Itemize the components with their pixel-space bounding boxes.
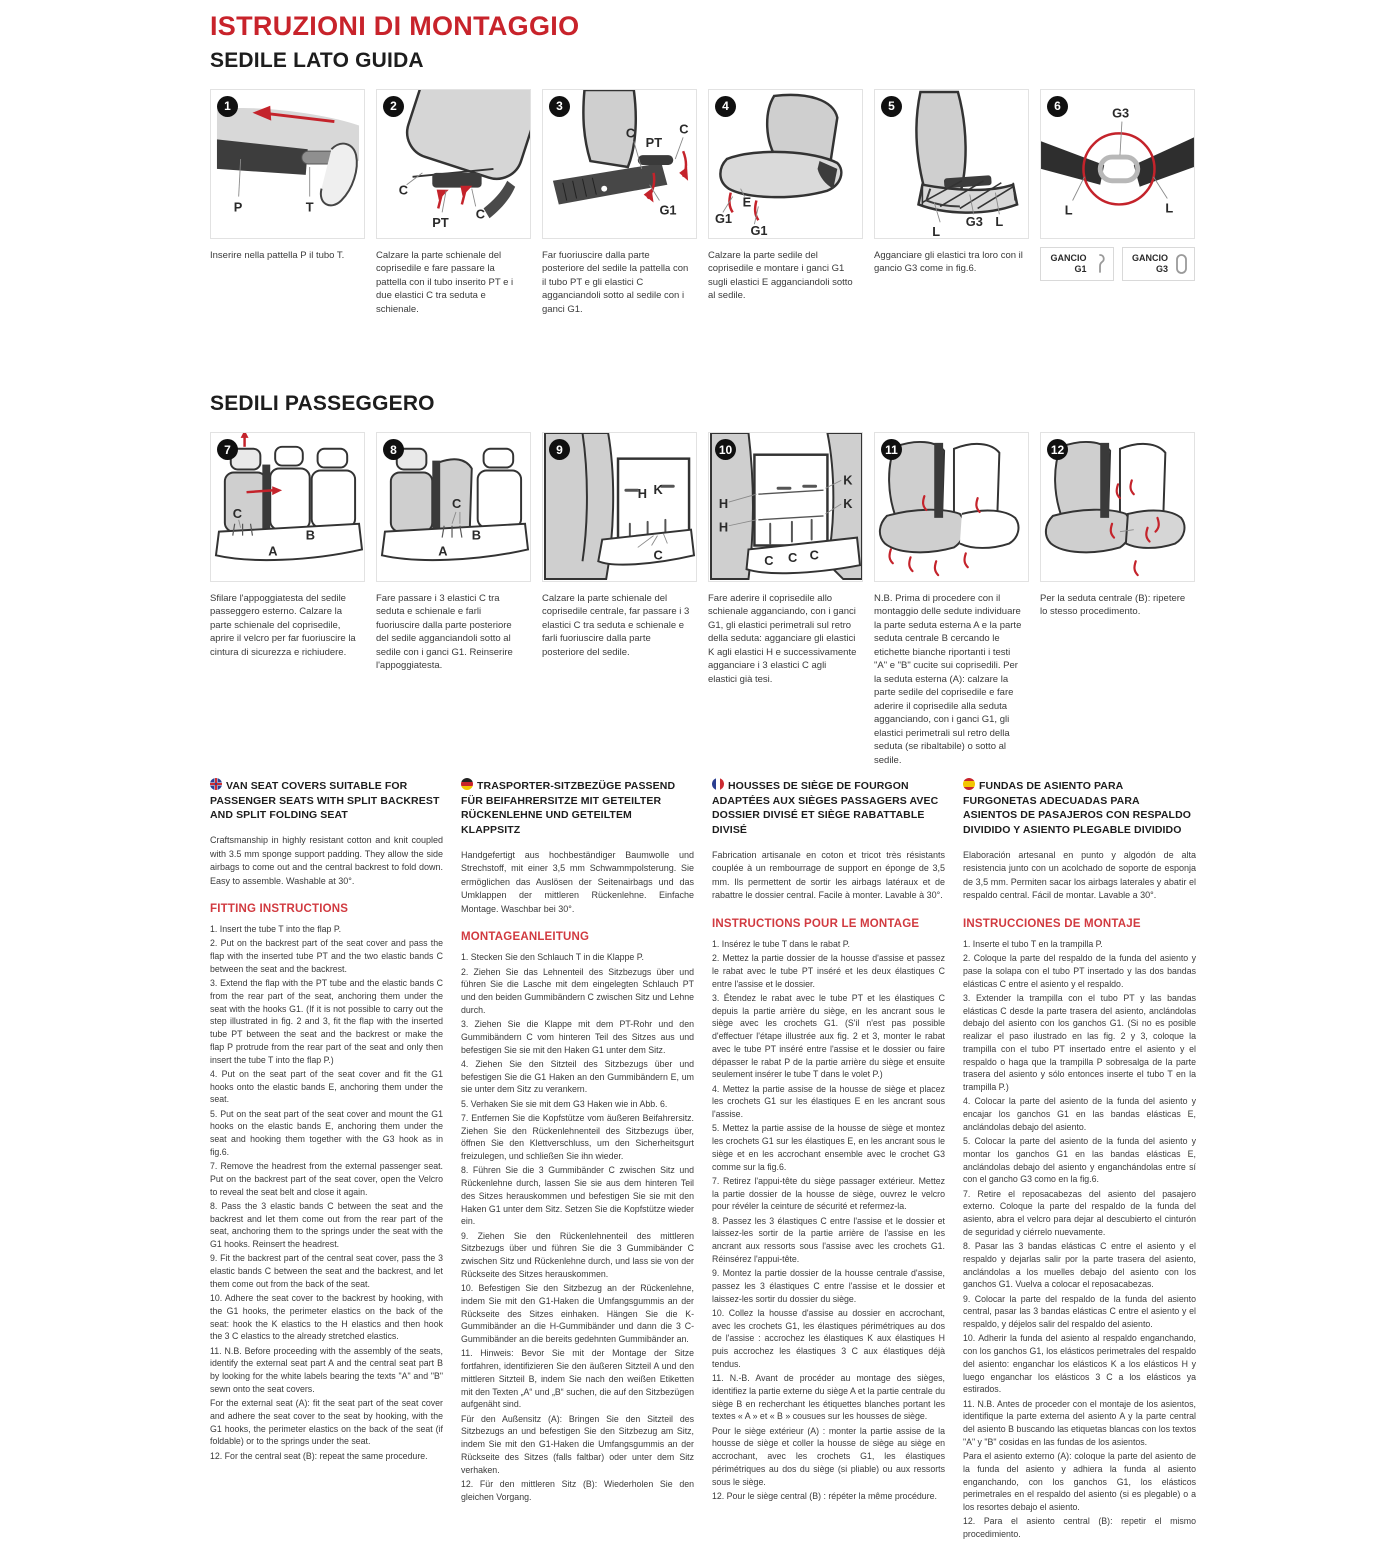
figure-7 xyxy=(210,432,365,767)
svg-text:G1: G1 xyxy=(750,222,768,238)
gancio-g3-box xyxy=(1122,247,1196,281)
svg-text:K: K xyxy=(843,472,853,488)
instruction-step: 2. Mettez la partie dossier de la housse d'assise et passez le rabat avec le tube PT inséré et les deux élastiques C entre l'assise et le dossier. xyxy=(712,953,945,989)
figure-11-caption: N.B. Prima di procedere con il montaggio delle sedute individuare la parte seduta esterna A e la parte seduta centrale B cercando le etichette bianche riportanti i testi "A" e "B" cucite sui coprisedili. Per la seduta esterna (A): calzare la parte sedile del coprisedile e fare aderire il coprisedile alla seduta agganciando, con i ganci G1, gli elastici perimetrali sul retro della seduta (se ribaltabile) o sotto al sedile. xyxy=(874,593,1022,766)
instruction-step: 10. Befestigen Sie den Sitzbezug an der Rückenlehne, indem Sie mit den G1-Haken die Umfangsgummis an der Rückseite des Sitzes einhaken. Hängen Sie die K-Gummibänder an die H-Gummibänder und dann die 3 C-Gummibänder an die bereits gedehnten Gummibänder an. xyxy=(461,1283,694,1344)
svg-text:C: C xyxy=(764,553,774,569)
column-german-instructions-title: MONTAGEANLEITUNG xyxy=(461,931,590,944)
instruction-step: 1. Insert the tube T into the flap P. xyxy=(210,924,342,935)
column-french-intro: Fabrication artisanale en coton et tricot très résistants couplée à un rembourrage de support en éponge de 3,5 mm. Ils permettent de sortir les airbags latéraux et de rabattre le dossier central. Facile à monter. Lavable à 30°. xyxy=(712,849,945,901)
svg-text:H: H xyxy=(718,519,729,535)
instruction-step: 7. Retire el reposacabezas del asiento del pasajero externo. Coloque la parte del respaldo de la funda del asiento, abra el velcro para dejar al descubierto el cinturón de seguridad y ciérrelo nuevamente. xyxy=(963,1188,1196,1237)
column-spanish-instructions-title: INSTRUCCIONES DE MONTAJE xyxy=(963,917,1141,930)
figure-row-1 xyxy=(210,89,1195,316)
instruction-step: 10. Adherir la funda del asiento al respaldo enganchando, con los ganchos G1, los elásticos perimetrales del respaldo del asiento: enganchar los elásticos K a los elásticos H y luego enganchar los elásticos 3 C a los elásticos ya estirados. xyxy=(963,1333,1196,1395)
figure-4 xyxy=(708,89,863,316)
figure-10 xyxy=(708,432,863,767)
instruction-step: 5. Put on the seat part of the seat cover and mount the G1 hooks on the elastic bands E, anchoring them under the seat and hooking them together with the G3 hook as in fig.6. xyxy=(210,1108,443,1157)
column-spanish xyxy=(963,778,1196,1542)
g1-hook-icon xyxy=(1093,253,1107,275)
instruction-step: 9. Colocar la parte del respaldo de la funda del asiento central, pasar las 3 bandas elásticas C entre el asiento y el respaldo, y déjelos salir del respaldo del asiento. xyxy=(963,1293,1196,1329)
figure-8-caption: Fare passare i 3 elastici C tra seduta e schienale e farli fuoriuscire dalla parte posteriore del sedile agganciandoli sotto al sedile con i ganci G1. Reinserire l'appoggiatesta. xyxy=(376,593,513,672)
figure-number-badge: 6 xyxy=(1047,96,1068,117)
column-german-header: TRASPORTER-SITZBEZÜGE PASSEND FÜR BEIFAHRERSITZE MIT GETEILTER RÜCKENLEHNE UND GETEILTEM KLAPPSITZ xyxy=(461,780,676,837)
instruction-step: 11. N.B. Before proceeding with the assembly of the seats, identify the external seat part A and the central seat part B by looking for the white labels bearing the texts "A" and "B" sewn onto the seat covers. xyxy=(210,1345,443,1394)
svg-text:C: C xyxy=(679,121,689,137)
instruction-step: 11. N.-B. Avant de procéder au montage des sièges, identifiez la partie externe du siège A et la partie centrale du siège B en recherchant les étiquettes blanches portant les textes « A » et « B » cousues sur les housses de siège. xyxy=(712,1373,945,1422)
figure-number-badge: 12 xyxy=(1047,439,1068,460)
svg-text:L: L xyxy=(995,213,1004,229)
instruction-step: 2. Ziehen Sie das Lehnenteil des Sitzbezugs über und führen Sie die Lasche mit dem eingelegten Schlauch PT und den beiden Gummibändern C zwischen Sitz und Lehne durch. xyxy=(461,966,694,1015)
instruction-step: 3. Étendez le rabat avec le tube PT et les élastiques C depuis la partie arrière du siège, en les ancrant sous le siège avec les crochets G1. (S'il n'est pas possible d'effectuer l'étape illustrée aux fig. 2 et 3, monter le rabat avec le tube PT inséré entre l'assise et le dossier ou faire dépasser le rabat P de la partie arrière du siège et ensuite seulement insérer le tube T dans le volet P.) xyxy=(712,992,945,1080)
instruction-step: 9. Ziehen Sie den Rückenlehnenteil des mittleren Sitzbezugs über und führen Sie die 3 Gummibänder C zwischen Sitz und Rückenlehne durch, und lass sie von der Rückseite des Sitzes herauskommen. xyxy=(461,1230,694,1279)
figure-5 xyxy=(874,89,1029,316)
figure-3 xyxy=(542,89,697,316)
column-french-instructions-title: INSTRUCTIONS POUR LE MONTAGE xyxy=(712,917,920,930)
instruction-step: 3. Extender la trampilla con el tubo PT y las bandas elásticas C desde la parte trasera del asiento, anclándolas debajo del asiento con los ganchos G1. (Si no es posible realizar el paso ilustrado en las fig. 2 y 3, coloque la trampilla con el tubo PT insertado entre el asiento y el respaldo o haga que la trampilla P sobresalga de la parte trasera del asiento y sólo entonces inserte el tubo T en la trampilla P.) xyxy=(963,992,1196,1092)
instruction-step: 7. Entfernen Sie die Kopfstütze vom äußeren Beifahrersitz. Ziehen Sie den Rückenlehnenteil des Sitzbezugs über, öffnen Sie den Klettverschluss, um den Sicherheitsgurt freizulegen, und schließen Sie ihn wieder. xyxy=(461,1112,694,1161)
svg-text:C: C xyxy=(232,505,243,521)
instruction-step: 1. Stecken Sie den Schlauch T in die Klappe P. xyxy=(461,952,644,963)
instruction-step: 10. Collez la housse d'assise au dossier en accrochant, avec les crochets G1, les élastiques périmétriques au dos de l'assise : accrochez les élastiques K aux élastiques H puis accrochez les élastiques 3 C aux élastiques déjà tendus. xyxy=(712,1307,945,1369)
instruction-step: 4. Mettez la partie assise de la housse de siège et placez les crochets G1 sur les élastiques E en les ancrant sous l'assise. xyxy=(712,1083,945,1119)
svg-text:E: E xyxy=(742,194,752,210)
driver-seat-section xyxy=(210,12,1195,316)
figure-9 xyxy=(542,432,697,767)
figure-number-badge: 11 xyxy=(881,439,902,460)
instruction-step: 4. Ziehen Sie den Sitzteil des Sitzbezugs über und befestigen Sie die G1 Haken an den Gummibändern E, um sie unter dem Sitz zu verankern. xyxy=(461,1058,694,1095)
column-english-header: VAN SEAT COVERS SUITABLE FOR PASSENGER SEATS WITH SPLIT BACKREST AND SPLIT FOLDING SEAT xyxy=(210,780,440,822)
instruction-step: 7. Remove the headrest from the external passenger seat. Put on the backrest part of the seat cover, open the Velcro to reveal the seat belt and close it again. xyxy=(210,1161,443,1197)
svg-text:C: C xyxy=(452,495,462,511)
figure-9-caption: Calzare la parte schienale del coprisedile centrale, far passare i 3 elastici C tra seduta e schienale e farli fuoriuscire dalla parte posteriore del sedile. xyxy=(542,593,690,658)
language-columns xyxy=(210,778,1195,1542)
figure-number-badge: 8 xyxy=(383,439,404,460)
passenger-seats-section xyxy=(210,392,1195,767)
figure-6 xyxy=(1040,89,1195,316)
column-english-instructions-title: FITTING INSTRUCTIONS xyxy=(210,903,349,916)
instruction-step: 1. Insérez le tube T dans le rabat P. xyxy=(712,938,850,949)
svg-text:B: B xyxy=(305,527,316,543)
instruction-step: 7. Retirez l'appui-tête du siège passager extérieur. Mettez la partie dossier de la housse de siège, ouvrez le velcro pour révéler la ceinture de sécurité et refermez-la. xyxy=(712,1175,945,1212)
figure-12-caption: Per la seduta centrale (B): ripetere lo stesso procedimento. xyxy=(1040,593,1186,618)
instruction-step: 12. Para el asiento central (B): repetir el mismo procedimiento. xyxy=(963,1516,1196,1539)
column-french-header: HOUSSES DE SIÈGE DE FOURGON ADAPTÉES AUX SIÈGES PASSAGERS AVEC DOSSIER DIVISÉ ET SIÈGE RABATTABLE DIVISÉ xyxy=(712,780,939,837)
column-spanish-intro: Elaboración artesanal en punto y algodón de alta resistencia junto con un acolchado de soporte de esponja de 3,5 mm. Permiten sacar los airbags laterales y abatir el respaldo central. Fácil de montar. Lavable a 30°. xyxy=(963,849,1196,901)
svg-text:L: L xyxy=(1064,202,1073,218)
figure-5-caption: Agganciare gli elastici tra loro con il gancio G3 come in fig.6. xyxy=(874,249,1023,275)
figure-10-diagram xyxy=(708,432,863,582)
svg-text:L: L xyxy=(932,223,941,238)
instruction-step: 9. Fit the backrest part of the central seat cover, pass the 3 elastic bands C between the seat and the backrest, and let them come out from the back of the seat. xyxy=(210,1253,443,1289)
svg-text:C: C xyxy=(653,547,663,563)
figure-7-diagram xyxy=(210,432,365,582)
figure-12-diagram xyxy=(1040,432,1195,582)
instruction-step: For the external seat (A): fit the seat part of the seat cover and adhere the seat cover to the seat by hooking, with the G1 hooks, the perimeter elastics on the back of the seat (if foldable) or to the springs under the seat. xyxy=(210,1398,443,1447)
instruction-step: 3. Ziehen Sie die Klappe mit dem PT-Rohr und den Gummibändern C vom hinteren Teil des Sitzes aus und befestigen Sie sie mit den Haken G1 unter dem Sitz. xyxy=(461,1019,694,1055)
instruction-step: Para el asiento externo (A): coloque la parte del asiento de la funda del asiento y adhiera la funda al asiento enganchando, con los ganchos G1, los elásticos perimetrales en el respaldo del asiento (si es plegable) o a los resortes debajo el asiento. xyxy=(963,1451,1196,1512)
svg-text:PT: PT xyxy=(645,134,663,150)
svg-text:P: P xyxy=(233,199,243,215)
figure-3-diagram xyxy=(542,89,697,239)
figure-1-caption: Inserire nella pattella P il tubo T. xyxy=(210,249,345,261)
instruction-step: 2. Put on the backrest part of the seat cover and pass the flap with the inserted tube PT and the two elastic bands C between the seat and the backrest. xyxy=(210,938,443,974)
column-english-intro: Craftsmanship in highly resistant cotton and knit coupled with 3.5 mm sponge support padding. They allow the side airbags to come out and the central backrest to fold down. Easy to assemble. Washable at 30°. xyxy=(210,835,443,886)
svg-text:C: C xyxy=(809,547,819,563)
section2-title: SEDILI PASSEGGERO xyxy=(210,392,435,415)
column-german xyxy=(461,778,694,1542)
column-spanish-header: FUNDAS DE ASIENTO PARA FURGONETAS ADECUADAS PARA ASIENTOS DE PASAJEROS CON RESPALDO DIVIDIDO Y ASIENTO PLEGABLE DIVIDIDO xyxy=(963,780,1192,837)
figure-4-caption: Calzare la parte sedile del coprisedile e montare i ganci G1 sugli elastici E agganciandoli sotto al sedile. xyxy=(708,249,853,302)
svg-text:A: A xyxy=(268,543,278,559)
svg-text:L: L xyxy=(1165,200,1174,216)
instruction-step: 2. Coloque la parte del respaldo de la funda del asiento y pase la solapa con el tubo PT insertado y las dos bandas elásticas C entre el asiento y el respaldo. xyxy=(963,953,1196,989)
svg-text:H: H xyxy=(718,495,729,511)
instruction-step: 8. Führen Sie die 3 Gummibänder C zwischen Sitz und Rückenlehne durch, lassen Sie sie aus dem hinteren Teil des Sitzes herauskommen und befestigen Sie sie mit den Haken G1 unter dem Sitz. Setzen Sie die Kopfstütze wieder ein. xyxy=(461,1165,694,1227)
column-german-intro: Handgefertigt aus hochbeständiger Baumwolle und Strechstoff, mit einer 3,5 mm Schwammpolsterung. Sie ermöglichen das Auslösen der Seitenairbags und das Umklappen der mittleren Rückenlehne. Einfache Montage. Waschbar bei 30°. xyxy=(461,849,694,914)
instruction-step: 12. Für den mittleren Sitz (B): Wiederholen Sie den gleichen Vorgang. xyxy=(461,1478,694,1502)
uk-flag-icon xyxy=(210,778,222,790)
instruction-step: 3. Extend the flap with the PT tube and the elastic bands C from the rear part of the seat, anchoring them under the seat with the hooks G1. (If it is not possible to carry out the step illustrated in fig. 2 and 3, fit the flap with the inserted tube PT between the seat and the backrest or make the flap P protrude from the rear part of the seat and only then insert the tube T into the flap P.) xyxy=(210,978,443,1065)
figure-2 xyxy=(376,89,531,316)
svg-text:K: K xyxy=(843,495,853,511)
figure-3-caption: Far fuoriuscire dalla parte posteriore del sedile la pattella con il tubo PT e gli elastici C agganciandoli sotto al sedile con i ganci G1. xyxy=(542,249,689,315)
instruction-step: 5. Mettez la partie assise de la housse de siège et montez les crochets G1 sur les élastiques E, en les ancrant sous le siège et en les accrochant ensemble avec le crochet G3 comme sur la fig.6. xyxy=(712,1123,945,1172)
svg-text:G3: G3 xyxy=(1112,105,1130,121)
france-flag-icon xyxy=(712,778,724,790)
figure-8 xyxy=(376,432,531,767)
figure-7-caption: Sfilare l'appoggiatesta del sedile passeggero esterno. Calzare la parte schienale del coprisedile, aprire il velcro per far fuoriuscire la cintura di sicurezza e richiudere. xyxy=(210,593,356,658)
figure-1 xyxy=(210,89,365,316)
figure-number-badge: 5 xyxy=(881,96,902,117)
instruction-step: 8. Passez les 3 élastiques C entre l'assise et le dossier et laissez-les sortir de la partie arrière de l'assise en les ancrant aux ressorts sous l'assise avec les crochets G1. Réinsérez l'appui-tête. xyxy=(712,1215,945,1264)
page-title: ISTRUZIONI DI MONTAGGIO xyxy=(210,11,580,41)
figure-number-badge: 1 xyxy=(217,96,238,117)
instruction-step: Für den Außensitz (A): Bringen Sie den Sitzteil des Sitzbezugs an und befestigen Sie den Sitzbezug am Sitz, indem Sie mit den G1-Haken die Umfangsgummis an der Rückseite des Sitzes (falls faltbar) oder unter dem Sitz verhaken. xyxy=(461,1413,694,1475)
figure-12 xyxy=(1040,432,1195,767)
figure-5-diagram xyxy=(874,89,1029,239)
column-spanish-steps xyxy=(963,938,1196,1541)
svg-text:C: C xyxy=(787,550,798,566)
figure-4-diagram xyxy=(708,89,863,239)
instruction-step: 8. Pasar las 3 bandas elásticas C entre el asiento y el respaldo y dejarlas salir por la parte trasera del asiento, anclándolas a los muelles debajo del asiento con los ganchos G1. Vuelva a colocar el reposacabezas. xyxy=(963,1241,1196,1290)
figure-number-badge: 10 xyxy=(715,439,736,460)
gancio-g1-code: G1 xyxy=(1074,263,1087,274)
figure-10-caption: Fare aderire il coprisedile allo schienale agganciando, con i ganci G1, gli elastici perimetrali sul retro della seduta: agganciare gli elastici K agli elastici H e successivamente agganciare i 3 elastici C agli elastici già tesi. xyxy=(708,593,857,685)
figure-8-diagram xyxy=(376,432,531,582)
column-german-steps xyxy=(461,951,694,1503)
column-french xyxy=(712,778,945,1542)
svg-text:G1: G1 xyxy=(659,202,677,218)
gancio-g1-label: GANCIO xyxy=(1050,253,1087,264)
spain-flag-icon xyxy=(963,778,975,790)
svg-text:H: H xyxy=(637,486,648,502)
instruction-step: 1. Inserte el tubo T en la trampilla P. xyxy=(963,938,1103,949)
instruction-step: 4. Colocar la parte del asiento de la funda del asiento y encajar los ganchos G1 en las bandas elásticas E, anclándolas debajo del asiento. xyxy=(963,1096,1196,1132)
column-english xyxy=(210,778,443,1542)
instruction-step: 8. Pass the 3 elastic bands C between the seat and the backrest and let them come out from the rear part of the seat, anchoring them to the springs under the seat with the G1 hooks. Reinsert the headrest. xyxy=(210,1200,443,1250)
svg-text:C: C xyxy=(475,205,485,221)
figure-2-diagram xyxy=(376,89,531,239)
instruction-step: Pour le siège extérieur (A) : monter la partie assise de la housse de siège et coller la housse de siège au siège en accrochant, avec les crochets G1, les élastiques périmétriques au dos du siège (si pliable) ou aux ressorts sous le siège. xyxy=(712,1425,945,1487)
figure-number-badge: 9 xyxy=(549,439,570,460)
svg-text:A: A xyxy=(438,543,448,559)
figure-row-2 xyxy=(210,432,1195,767)
column-english-steps xyxy=(210,923,443,1462)
svg-text:G1: G1 xyxy=(714,210,733,226)
figure-1-diagram xyxy=(210,89,365,239)
svg-text:C: C xyxy=(625,125,636,141)
instruction-step: 11. Hinweis: Bevor Sie mit der Montage der Sitze fortfahren, identifizieren Sie den äußeren Sitzteil A und den mittleren Sitzteil B, indem Sie nach den weißen Etiketten mit den Texten „A“ und „B“ suchen, die auf den Sitzbezügen aufgenäht sind. xyxy=(461,1348,694,1410)
figure-number-badge: 2 xyxy=(383,96,404,117)
instruction-step: 12. For the central seat (B): repeat the same procedure. xyxy=(210,1450,428,1461)
instruction-step: 9. Montez la partie dossier de la housse centrale d'assise, passez les 3 élastiques C entre l'assise et le dossier et laissez-les sortir du dossier du siège. xyxy=(712,1268,945,1304)
figure-11 xyxy=(874,432,1029,767)
figure-9-diagram xyxy=(542,432,697,582)
instruction-step: 4. Put on the seat part of the seat cover and fit the G1 hooks onto the elastic bands E, anchoring them under the seat. xyxy=(210,1068,443,1105)
svg-text:B: B xyxy=(471,527,482,543)
figure-2-caption: Calzare la parte schienale del coprisedile e fare passare la pattella con il tubo inserito PT e i due elastici C tra seduta e schienale. xyxy=(376,249,514,315)
figure-11-diagram xyxy=(874,432,1029,582)
svg-text:PT: PT xyxy=(432,214,449,230)
figure-number-badge: 7 xyxy=(217,439,238,460)
svg-text:C: C xyxy=(398,182,409,198)
g3-ring-icon xyxy=(1174,253,1188,275)
figure-6-diagram xyxy=(1040,89,1195,239)
instruction-step: 5. Verhaken Sie sie mit dem G3 Haken wie in Abb. 6. xyxy=(461,1098,668,1109)
figure-number-badge: 3 xyxy=(549,96,570,117)
instruction-step: 10. Adhere the seat cover to the backrest by hooking, with the G1 hooks, the perimeter elastics on the back of the seat: hook the K elastics to the H elastics and then hook the 3 C elastics to the already stretched elastics. xyxy=(210,1293,443,1342)
svg-text:G3: G3 xyxy=(965,213,983,229)
germany-flag-icon xyxy=(461,778,473,790)
gancio-g1-box xyxy=(1040,247,1114,281)
instruction-step: 11. N.B. Antes de proceder con el montaje de los asientos, identifique la parte externa del asiento A y la parte central del asiento B buscando las etiquetas blancas con los textos "A" y "B" cosidas en las fundas de los asientos. xyxy=(963,1398,1196,1447)
svg-text:T: T xyxy=(305,199,314,215)
column-french-steps xyxy=(712,938,945,1503)
instruction-step: 12. Pour le siège central (B) : répéter la même procédure. xyxy=(712,1490,937,1501)
section1-title: SEDILE LATO GUIDA xyxy=(210,48,424,72)
hook-legend xyxy=(1040,247,1195,281)
gancio-g3-code: G3 xyxy=(1155,263,1168,274)
svg-text:K: K xyxy=(653,482,663,498)
gancio-g3-label: GANCIO xyxy=(1132,253,1168,264)
instruction-step: 5. Colocar la parte del asiento de la funda del asiento y montar los ganchos G1 en las bandas elásticas E, anclándolas debajo del asiento y enganchándolas entre sí con el gancho G3 como en la fig.6. xyxy=(963,1136,1196,1185)
figure-number-badge: 4 xyxy=(715,96,736,117)
